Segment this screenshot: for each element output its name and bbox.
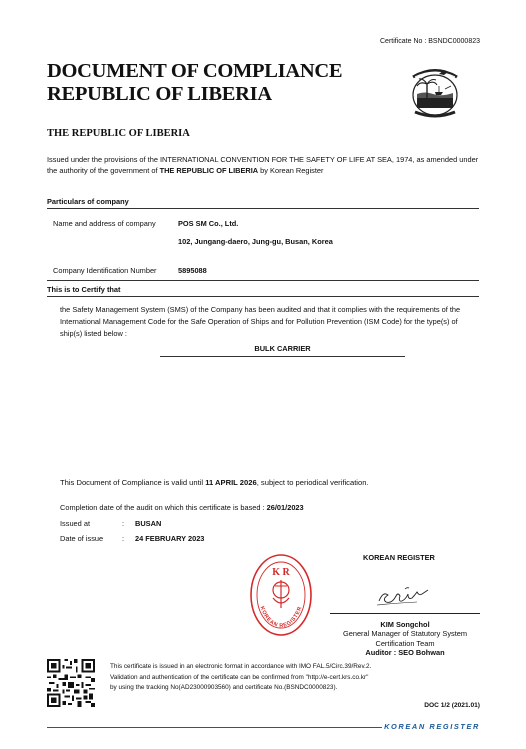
- company-name-value: POS SM Co., Ltd.: [178, 219, 239, 228]
- signature-icon: [375, 583, 435, 609]
- date-of-issue-label: Date of issue: [60, 534, 104, 543]
- completion-statement: [60, 503, 304, 512]
- subtitle: THE REPUBLIC OF LIBERIA: [47, 128, 190, 139]
- date-of-issue-value: 24 FEBRUARY 2023: [135, 534, 205, 543]
- completion-label: Completion date of the audit on which this certificate is based :: [60, 503, 267, 512]
- issued-text-after: by Korean Register: [258, 166, 324, 175]
- signatory-title-line-1: General Manager of Statutory System: [342, 629, 468, 639]
- company-name-label: Name and address of company: [53, 219, 156, 228]
- signature-line: [330, 613, 480, 614]
- validity-date: 11 APRIL 2026: [205, 478, 257, 487]
- korean-register-stamp-icon: [249, 553, 313, 637]
- certify-divider: [47, 296, 479, 297]
- certify-text: the Safety Management System (SMS) of the Company has been audited and that it complies with the requirements of the International Management Code for the Safe Operation of Ships and for Pollution Prevention (ISM Code) for the type(s) of ship(s) listed below :: [60, 305, 461, 338]
- title-line-2: REPUBLIC OF LIBERIA: [47, 83, 272, 105]
- date-of-issue-separator: :: [122, 534, 125, 543]
- signatory-block: [330, 620, 480, 657]
- signatory-name: KIM Songchol: [380, 620, 430, 629]
- company-address-value: 102, Jungang-daero, Jung-gu, Busan, Korea: [178, 237, 333, 246]
- signatory-title-line-2: Certification Team: [375, 638, 435, 648]
- electronic-certificate-notice: [110, 662, 371, 694]
- footer-line-1: This certificate is issued in an electronic format in accordance with IMO FAL.5/Circ.39/Rev.2.: [110, 663, 372, 670]
- document-title: [47, 60, 342, 106]
- title-line-1: DOCUMENT OF COMPLIANCE: [47, 60, 343, 82]
- footer-line-2: Validation and authentication of the certificate can be confirmed from "http://e-cert.krs.co.kr": [110, 673, 369, 681]
- stamp-seal-text: KOREAN REGISTER: [258, 605, 304, 630]
- issued-at-separator: :: [122, 519, 125, 528]
- company-id-label: Company Identification Number: [53, 266, 157, 275]
- certificate-number: Certificate No : BSNDC0000823: [380, 38, 480, 45]
- validity-after: , subject to periodical verification.: [256, 478, 369, 487]
- ship-type: BULK CARRIER: [160, 344, 405, 357]
- liberia-coat-of-arms-icon: [405, 62, 465, 122]
- issued-authority: THE REPUBLIC OF LIBERIA: [159, 166, 259, 175]
- auditor-name: Auditor : SEO Bohwan: [365, 647, 445, 657]
- footer-line-3: by using the tracking No(AD23000903560) and certificate No.(BSNDC0000823).: [110, 684, 338, 691]
- svg-text:KOREAN REGISTER: [259, 606, 304, 629]
- issued-at-label: Issued at: [60, 519, 90, 528]
- issuer-organization: KOREAN REGISTER: [363, 553, 435, 562]
- issued-text-before: Issued under the provisions of the INTERNATIONAL CONVENTION FOR THE SAFETY OF LIFE AT SEA, 1974, as amended under the authority of the government of: [47, 155, 479, 175]
- issued-at-value: BUSAN: [135, 519, 162, 528]
- stamp-letters: K R: [272, 567, 290, 578]
- footer-divider: [47, 727, 382, 728]
- document-code: DOC 1/2 (2021.01): [424, 702, 480, 709]
- certify-top-divider: [47, 280, 479, 281]
- validity-statement: [60, 478, 369, 487]
- company-id-value: 5895088: [178, 266, 207, 275]
- particulars-heading: Particulars of company: [47, 197, 129, 206]
- certify-heading: This is to Certify that: [47, 285, 121, 294]
- particulars-divider: [47, 208, 479, 209]
- issued-under-paragraph: [47, 154, 487, 176]
- footer-brand: KOREAN REGISTER: [384, 722, 480, 731]
- qr-code-icon[interactable]: [47, 659, 95, 707]
- completion-date: 26/01/2023: [266, 503, 304, 512]
- validity-before: This Document of Compliance is valid until: [60, 478, 206, 487]
